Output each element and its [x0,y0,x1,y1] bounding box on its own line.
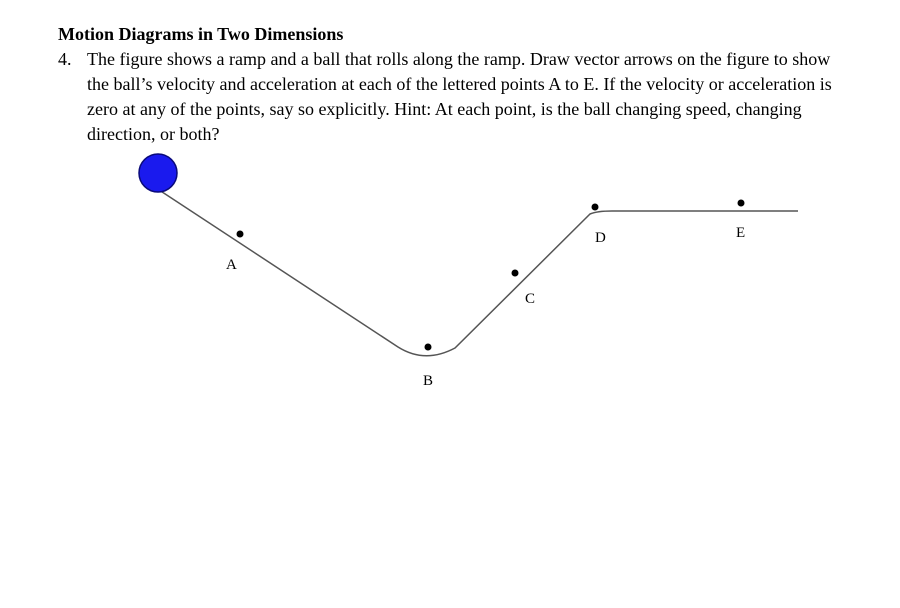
ball [139,154,177,192]
problem-number: 4. [58,49,72,69]
point-c-dot [512,270,519,277]
point-e-dot [738,200,745,207]
point-e-label: E [736,225,746,241]
section-heading: Motion Diagrams in Two Dimensions [58,24,344,44]
point-a-label: A [226,257,237,273]
point-c-label: C [525,291,536,307]
point-a-dot [237,231,244,238]
point-b-dot [425,344,432,351]
problem-text: The figure shows a ramp and a ball that rolls along the ramp. Draw vector arrows on the figure to show the ball’s velocity and acceleration at each of the lettered points A to E. If the velocity or acceleration is zero at any of the points, say so explicitly. Hint: At each point, is the ball changing speed, changing direction, or both? [87,49,832,144]
point-d-label: D [595,230,606,246]
point-d-dot [592,204,599,211]
ramp-track [150,184,798,356]
point-b-label: B [423,373,434,389]
